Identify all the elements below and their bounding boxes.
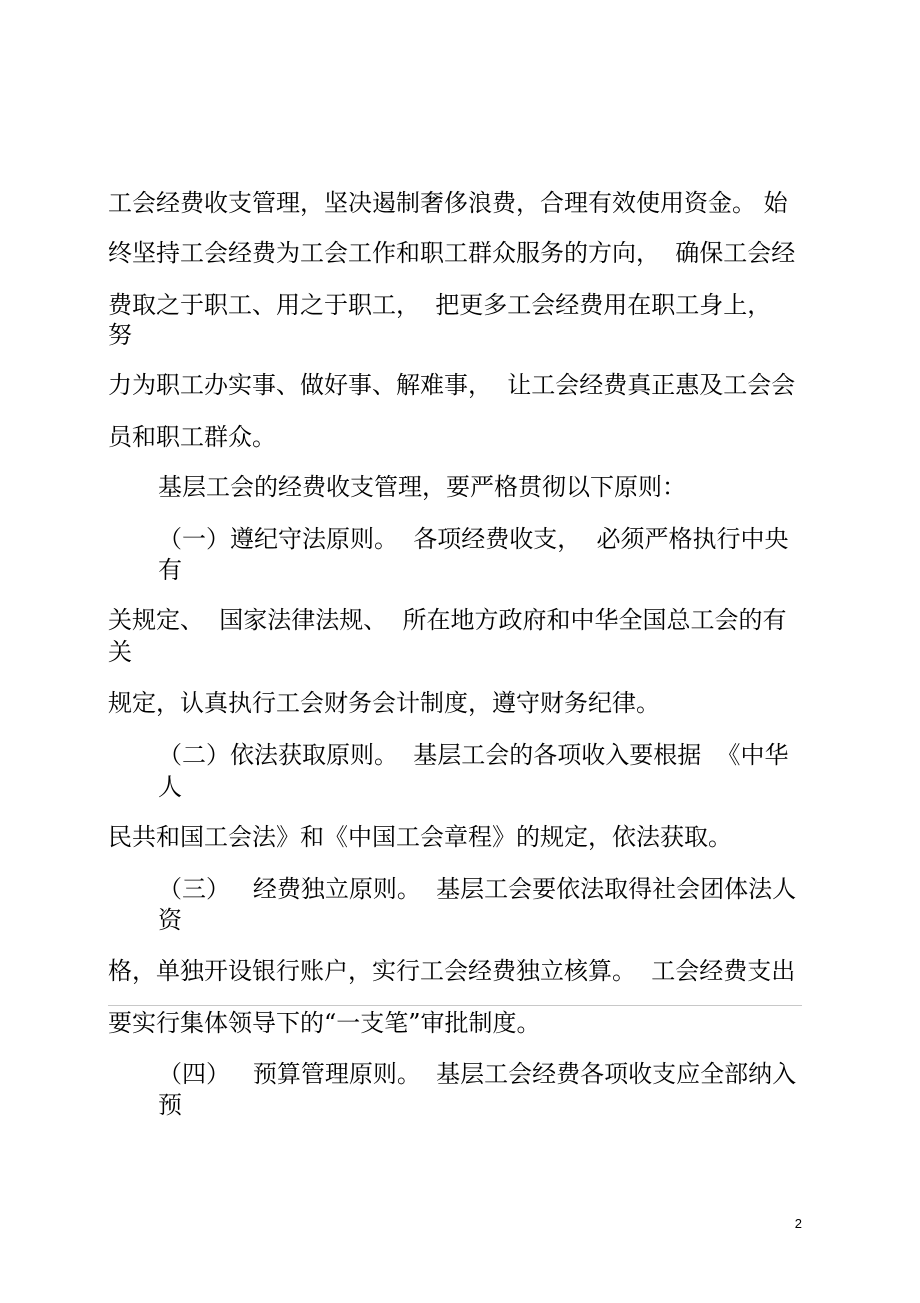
text-line: 员和职工群众。 [108, 423, 276, 451]
text-line: 关规定、 国家法律法规、 所在地方政府和中华全国总工会的有 [108, 606, 787, 634]
text-line: 有 [158, 556, 182, 584]
text-line: 关 [108, 638, 132, 666]
text-line: 格，单独开设银行账户，实行工会经费独立核算。 工会经费支出 [108, 957, 796, 985]
page-number: 2 [794, 1216, 802, 1231]
text-line: 资 [158, 906, 182, 934]
principle-heading-2: （二）依法获取原则。 基层工会的各项收入要根据 《中华 [158, 741, 789, 769]
principle-heading-4: （四） 预算管理原则。 基层工会经费各项收支应全部纳入 [158, 1060, 797, 1088]
text-line: 要实行集体领导下的“一支笔”审批制度。 [108, 1009, 541, 1037]
text-line: 终坚持工会经费为工会工作和职工群众服务的方向， 确保工会经 [108, 239, 796, 267]
text-line: 努 [108, 321, 132, 349]
text-line: 预 [158, 1091, 182, 1119]
principle-heading-3: （三） 经费独立原则。 基层工会要依法取得社会团体法人 [158, 875, 797, 903]
text-line: 费取之于职工、用之于职工， 把更多工会经费用在职工身上， [108, 291, 772, 319]
text-line: 人 [158, 773, 182, 801]
text-line: 规定，认真执行工会财务会计制度，遵守财务纪律。 [108, 689, 660, 717]
principle-heading-1: （一）遵纪守法原则。 各项经费收支， 必须严格执行中央 [158, 525, 789, 553]
text-line: 民共和国工会法》和《中国工会章程》的规定，依法获取。 [108, 823, 732, 851]
horizontal-rule [108, 1005, 802, 1006]
text-line: 工会经费收支管理，坚决遏制奢侈浪费，合理有效使用资金。 始 [108, 189, 788, 217]
text-line: 力为职工办实事、做好事、解难事， 让工会经费真正惠及工会会 [108, 371, 796, 399]
paragraph-intro: 基层工会的经费收支管理，要严格贯彻以下原则： [158, 473, 686, 501]
